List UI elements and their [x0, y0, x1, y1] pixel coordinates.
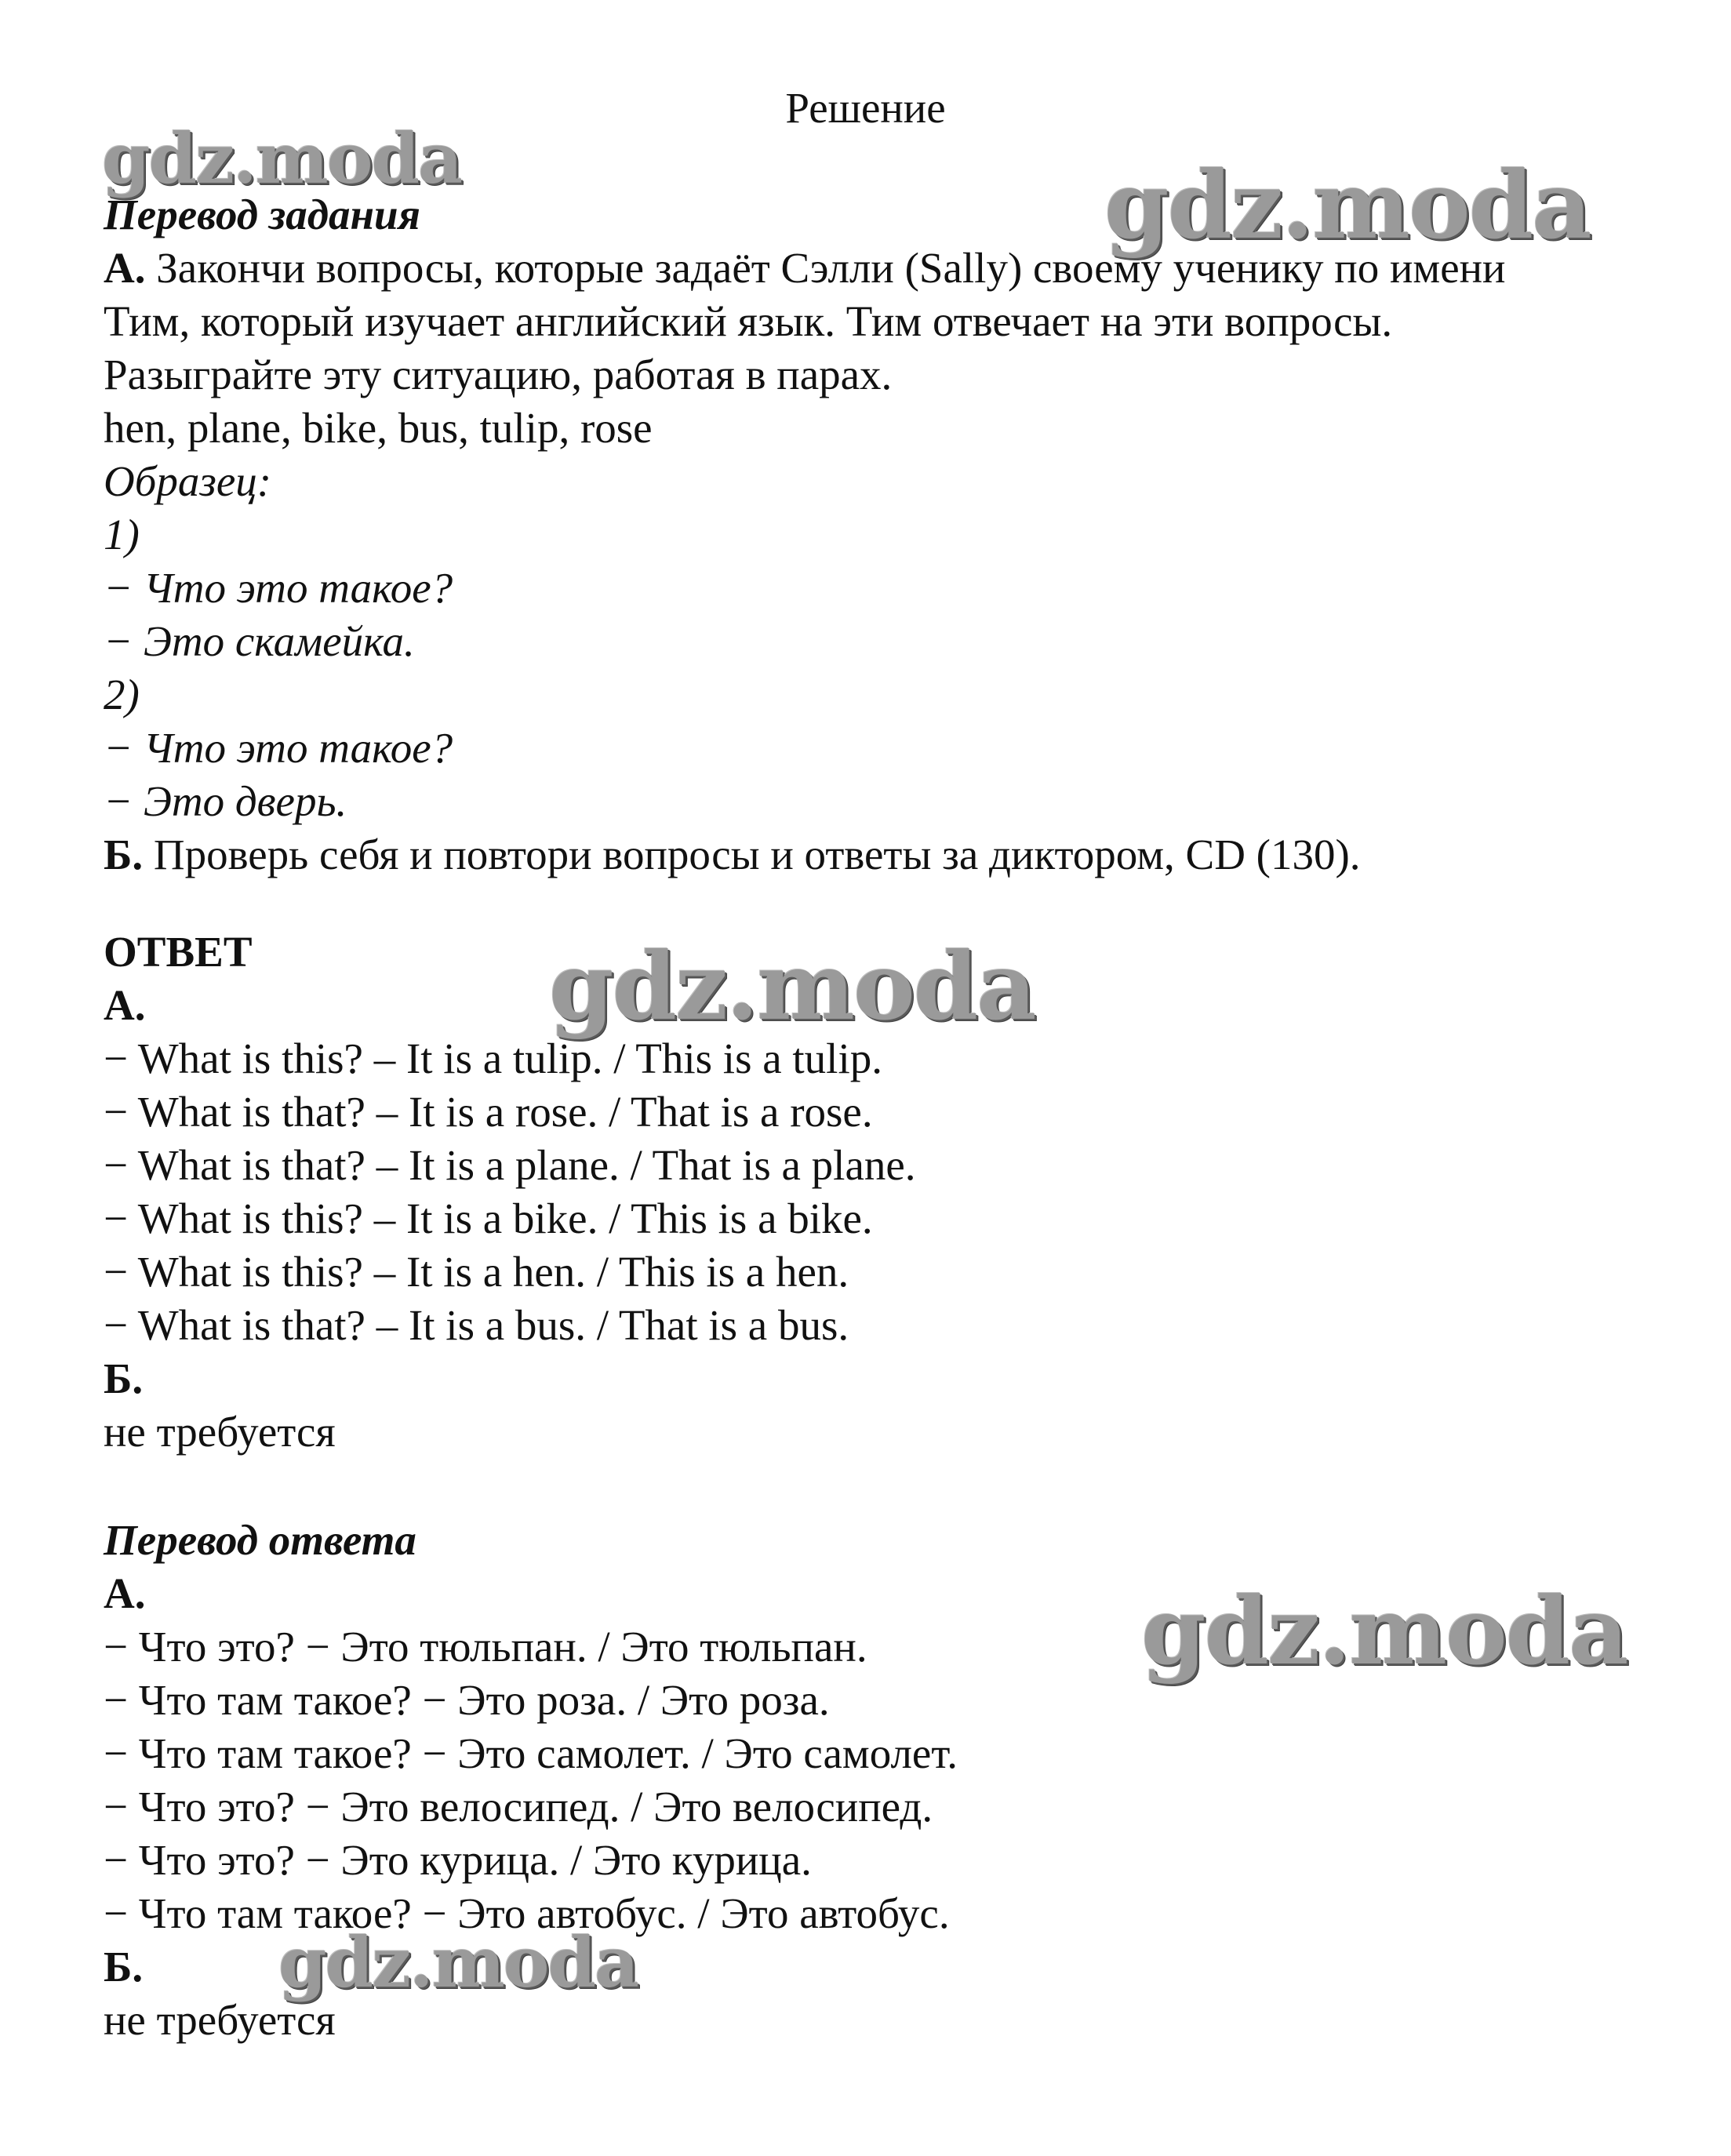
translation-line: − Что там такое? − Это самолет. / Это самолет. — [104, 1729, 958, 1777]
answer-heading: ОТВЕТ — [104, 928, 253, 976]
answer-b-marker: Б. — [104, 1354, 144, 1402]
task-b-line — [104, 828, 1656, 882]
translation-b-marker: Б. — [104, 1943, 144, 1991]
translation-section — [104, 1514, 1656, 2047]
translation-line: − Что это? − Это велосипед. / Это велосипед. — [104, 1783, 933, 1831]
answer-line: − What is that? – It is a bus. / That is a bus. — [104, 1301, 849, 1349]
page-title: Решение — [785, 84, 946, 132]
task-a-line-3: Разыграйте эту ситуацию, работая в парах. — [104, 351, 893, 398]
task-a-line-2: Тим, который изучает английский язык. Тим отвечает на эти вопросы. — [104, 297, 1393, 345]
translation-line: − Что это? − Это тюльпан. / Это тюльпан. — [104, 1623, 867, 1671]
translation-b-text: не требуется — [104, 1996, 336, 2044]
sample-line: 2) — [104, 671, 140, 718]
answer-b-text: не требуется — [104, 1408, 336, 1456]
task-b-text: Проверь себя и повтори вопросы и ответы за диктором, CD (130). — [143, 831, 1361, 878]
answer-a-marker: А. — [104, 981, 146, 1029]
task-a-text: Закончи вопросы, которые задаёт Сэлли (Sally) своему ученику по имени — [145, 244, 1506, 292]
sample-line: 1) — [104, 511, 140, 558]
watermark-logo: gdz.moda — [1104, 151, 1591, 260]
answer-line: − What is this? – It is a tulip. / This is a tulip. — [104, 1034, 882, 1082]
task-section — [104, 188, 1656, 882]
translation-heading: Перевод ответа — [104, 1516, 416, 1564]
sample-line: − Что это такое? — [104, 564, 453, 612]
sample-line: − Это скамейка. — [104, 617, 415, 665]
translation-line: − Что это? − Это курица. / Это курица. — [104, 1836, 812, 1884]
answer-line: − What is this? – It is a hen. / This is a hen. — [104, 1248, 849, 1296]
sample-line: − Это дверь. — [104, 777, 347, 825]
sample-label: Образец: — [104, 457, 272, 505]
translation-line: − Что там такое? − Это автобус. / Это автобус. — [104, 1889, 950, 1937]
watermark-logo: gdz.moda — [278, 1921, 638, 2003]
answer-section — [104, 925, 1656, 1459]
task-heading: Перевод задания — [104, 191, 420, 238]
answer-line: − What is that? – It is a rose. / That is a rose. — [104, 1088, 873, 1136]
task-a-marker: А. — [104, 244, 146, 292]
answer-line: − What is this? – It is a bike. / This is a bike. — [104, 1194, 873, 1242]
translation-line: − Что там такое? − Это роза. / Это роза. — [104, 1676, 830, 1724]
sample-line: − Что это такое? — [104, 724, 453, 772]
task-b-marker: Б. — [104, 831, 144, 878]
task-a-line-1 — [104, 242, 1656, 295]
task-words: hen, plane, bike, bus, tulip, rose — [104, 404, 653, 452]
watermark-logo: gdz.moda — [1141, 1576, 1627, 1685]
watermark-logo: gdz.moda — [549, 932, 1035, 1041]
watermark-logo: gdz.moda — [102, 118, 462, 199]
answer-line: − What is that? – It is a plane. / That is a plane. — [104, 1141, 916, 1189]
translation-a-marker: А. — [104, 1569, 146, 1617]
